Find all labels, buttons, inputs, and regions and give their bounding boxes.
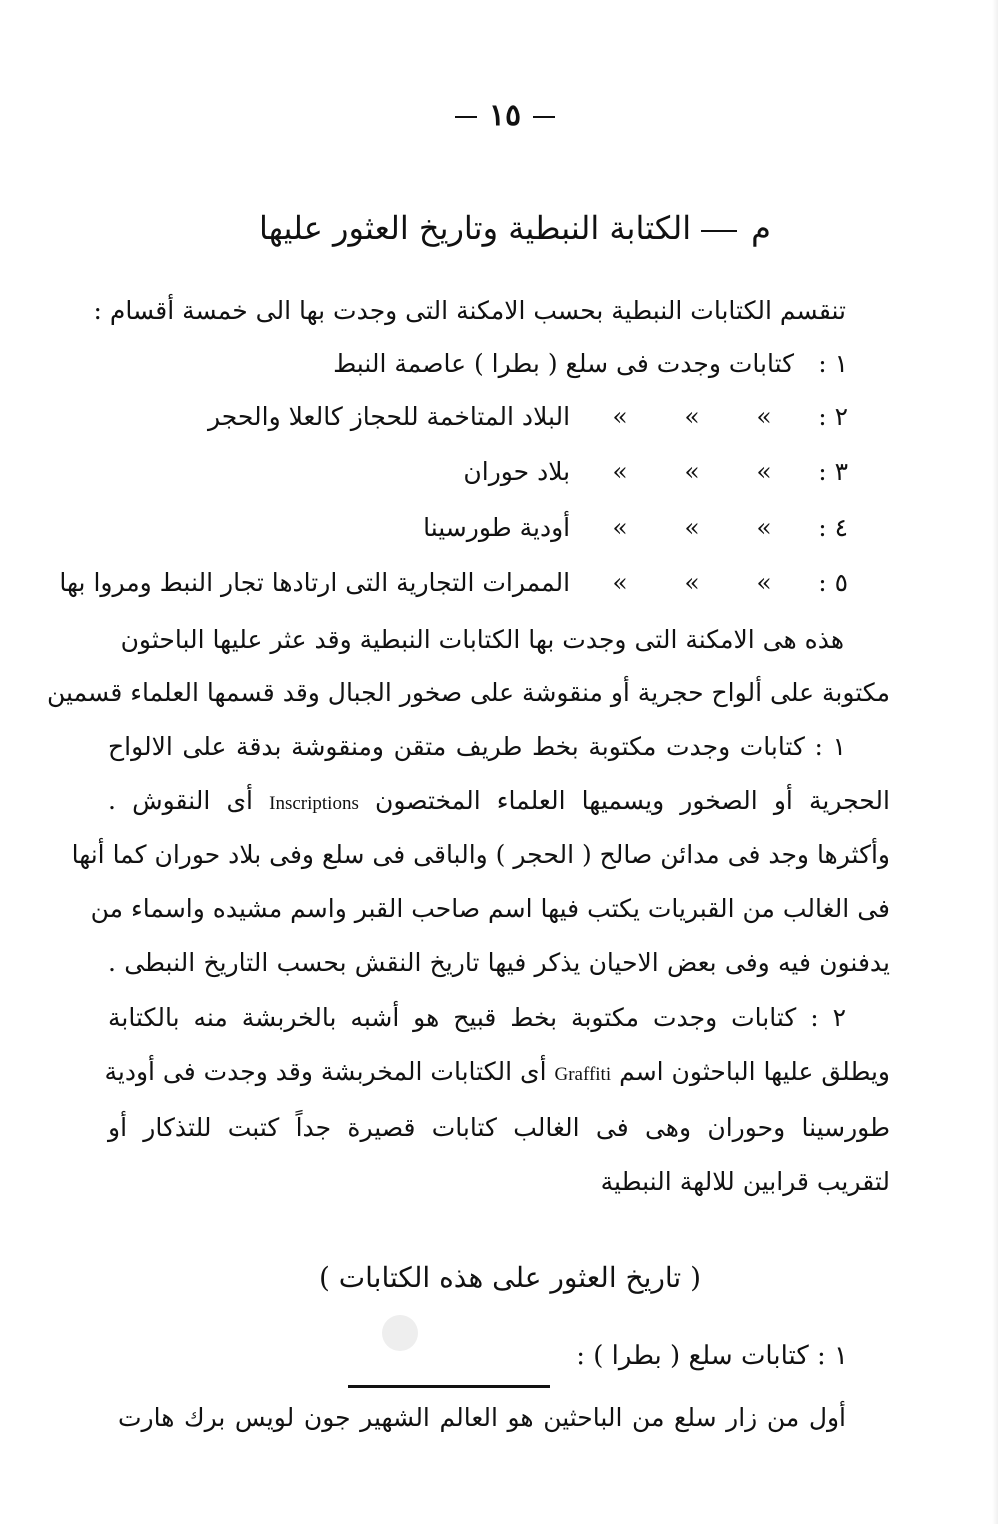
ditto-mark: » [684,402,700,431]
dash-decoration [701,230,737,232]
location-item-2 [208,397,848,437]
page-edge-shadow [992,0,998,1524]
category1-line-with-term [108,781,890,821]
item-number: ٣ : [818,457,848,486]
category1-line: فى الغالب من القبريات يكتب فيها اسم صاحب القبر واسم مشيده واسماء من [90,894,890,923]
ditto-mark: » [756,568,772,597]
dash-decoration [455,116,477,118]
category2-line: لتقريب قرابين للالهة النبطية [600,1167,890,1196]
dash-decoration [533,116,555,118]
category2-line: طورسينا وحوران وهى فى الغالب كتابات قصيرة جداً كتبت للتذكار أو [108,1113,890,1142]
item-number: ٥ : [818,568,848,597]
ditto-mark: » [684,513,700,542]
ditto-mark: » [612,457,628,486]
latin-term-inscriptions: Inscriptions [269,793,359,814]
location-item-5 [59,563,848,603]
category1-line: يدفنون فيه وفى بعض الاحيان يذكر فيها تاريخ النقش بحسب التاريخ النبطى . [108,948,890,977]
category2-text: ويطلق عليها الباحثون اسم [619,1057,890,1086]
category1-line: ١ : كتابات وجدت مكتوبة بخط طريف متقن ومنقوشة بدقة على الالواح [108,732,846,761]
ditto-mark: » [756,457,772,486]
paragraph-line: مكتوبة على ألواح حجرية أو منقوشة على صخور الجبال وقد قسمها العلماء قسمين [47,678,890,707]
item-text: بلاد حوران [463,457,571,486]
section1-first-line: أول من زار سلع من الباحثين هو العالم الشهير جون لويس برك هارت [118,1403,846,1432]
heading-underline [348,1385,550,1388]
category2-line-with-term [104,1052,890,1092]
paragraph-line: هذه هى الامكنة التى وجدت بها الكتابات النبطية وقد عثر عليها الباحثون [120,625,844,654]
item-number: ٤ : [818,513,848,542]
category1-text: الحجرية أو الصخور ويسميها العلماء المختصون [375,786,890,815]
ditto-mark: » [756,513,772,542]
item-text: أودية طورسينا [423,513,571,542]
item-text: كتابات وجدت فى سلع ( بطرا ) عاصمة النبط [333,349,795,378]
category1-line: وأكثرها وجد فى مدائن صالح ( الحجر ) والباقى فى سلع وفى بلاد حوران كما أنها [71,840,890,869]
page-number [430,96,580,136]
location-item-1 [333,344,848,384]
ditto-mark: » [756,402,772,431]
item-number: ١ : [818,349,848,378]
ditto-mark: » [612,513,628,542]
section-heading: ١ : كتابات سلع ( بطرا ) : [576,1341,848,1371]
page-number-value: ١٥ [488,98,522,133]
location-item-4 [423,508,848,548]
latin-term-graffiti: Graffiti [554,1064,612,1085]
chapter-title [240,203,790,253]
item-text: الممرات التجارية التى ارتادها تجار النبط ومروا بها [59,568,571,597]
title-marker: م [751,209,771,247]
category1-text-tail: أى النقوش . [108,786,253,815]
section-subtitle: ( تاريخ العثور على هذه الكتابات ) [318,1261,702,1294]
ditto-mark: » [684,457,700,486]
category2-text-tail: أى الكتابات المخربشة وقد وجدت فى أودية [104,1057,547,1086]
item-number: ٢ : [818,402,848,431]
ditto-mark: » [612,402,628,431]
title-text: الكتابة النبطية وتاريخ العثور عليها [259,209,692,247]
location-item-3 [463,452,848,492]
intro-line: تنقسم الكتابات النبطية بحسب الامكنة التى وجدت بها الى خمسة أقسام : [93,296,846,325]
category2-line: ٢ : كتابات وجدت مكتوبة بخط قبيح هو أشبه بالخربشة منه بالكتابة [108,1003,846,1032]
ditto-mark: » [684,568,700,597]
scan-artifact [382,1315,418,1351]
ditto-mark: » [612,568,628,597]
item-text: البلاد المتاخمة للحجاز كالعلا والحجر [207,402,571,431]
